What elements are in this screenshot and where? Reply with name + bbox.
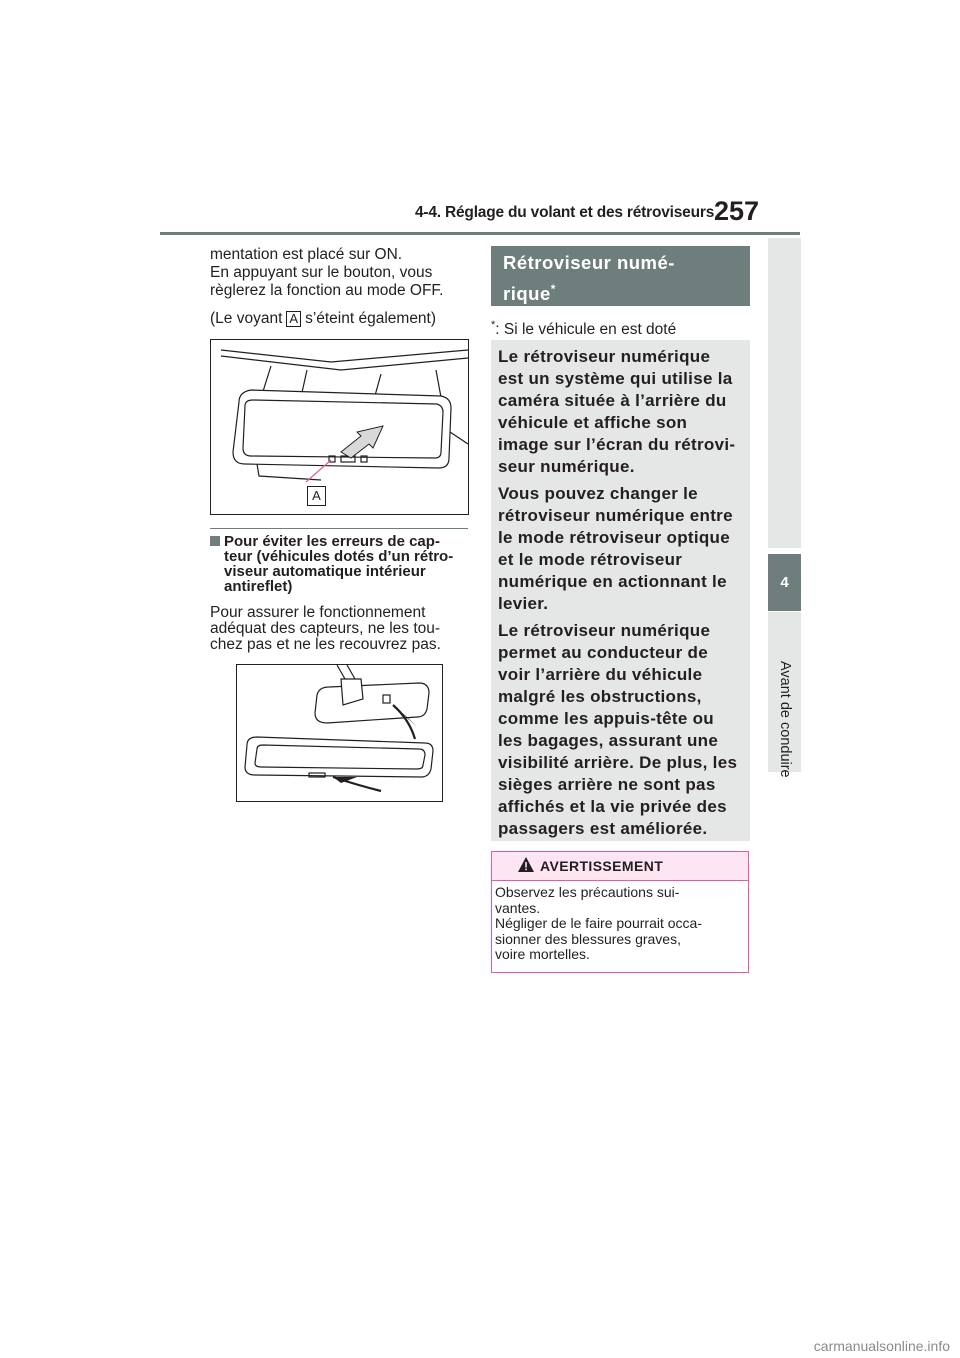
footnote	[491, 316, 751, 339]
text-line: Vous pouvez changer le	[498, 484, 698, 503]
text-line: viseur automatique intérieur	[224, 563, 426, 580]
text-line: voire mortelles.	[495, 946, 590, 962]
text-span: s’éteint également)	[305, 310, 437, 327]
text-span: : Si le véhicule en est doté	[495, 321, 677, 339]
subheading-sensor-errors	[210, 534, 470, 594]
text-line: rétroviseur numérique entre	[498, 506, 733, 525]
text-line: affichés et la vie privée des	[498, 797, 727, 816]
warning-text	[495, 885, 745, 963]
text-line: antireflet)	[224, 578, 293, 595]
text-line: Négliger de le faire pourrait occa-	[495, 915, 702, 931]
text-line: teur (véhicules dotés d’un rétro-	[224, 548, 454, 565]
text-line: comme les appuis-tête ou	[498, 709, 714, 728]
text-line: vantes.	[495, 899, 541, 916]
text-line: caméra située à l’arrière du	[498, 391, 727, 410]
info-paragraph-3	[498, 620, 748, 840]
square-bullet-icon	[210, 536, 220, 546]
text-line: Le rétroviseur numérique	[498, 621, 711, 640]
chapter-header: 4-4. Réglage du volant et des rétroviseurs	[415, 204, 715, 221]
header-rule	[160, 232, 800, 235]
mirror-illustration-1	[211, 340, 468, 514]
side-tab-label: Avant de conduire	[777, 661, 793, 778]
text-line: règlerez la fonction au mode OFF.	[210, 282, 444, 299]
asterisk: *	[550, 282, 556, 296]
info-paragraph-1	[498, 346, 748, 478]
text-line: voir l’arrière du véhicule	[498, 665, 703, 684]
text-span: Pour éviter les erreurs de cap-	[224, 533, 440, 550]
text-line: et le mode rétroviseur	[498, 550, 683, 569]
subheading-rule	[210, 528, 468, 529]
text-line: adéquat des capteurs, ne les tou-	[210, 620, 441, 637]
text-line: image sur l’écran du rétrovi-	[498, 435, 736, 454]
side-tab-bar	[768, 238, 801, 548]
text-span: (Le voyant	[210, 310, 283, 327]
text-line: sionner des blessures graves,	[495, 930, 681, 947]
text-line: Observez les précautions sui-	[495, 884, 680, 900]
text-line: chez pas et ne les recouvrez pas.	[210, 636, 441, 653]
intro-paragraph	[210, 246, 470, 300]
text-line: passagers est améliorée.	[498, 819, 708, 838]
text-line: visibilité arrière. De plus, les	[498, 753, 738, 772]
mirror-illustration-2	[237, 665, 442, 801]
text-line: numérique en actionnant le	[498, 572, 727, 591]
text-line: malgré les obstructions,	[498, 687, 702, 706]
warning-title: AVERTISSEMENT	[540, 858, 664, 874]
footer-watermark: carmanualsonline.info	[813, 1338, 950, 1354]
info-paragraph-2	[498, 483, 748, 615]
warning-triangle-icon	[517, 856, 535, 873]
figure-mirror-sensors	[236, 664, 443, 802]
text-span: rique	[503, 283, 551, 305]
text-line: Pour assurer le fonctionnement	[210, 604, 426, 621]
indicator-paragraph	[210, 310, 480, 328]
text-line: Rétroviseur numé-	[503, 252, 675, 273]
text-line: Le rétroviseur numérique	[498, 347, 711, 366]
text-line: levier.	[498, 594, 549, 613]
text-line: seur numérique.	[498, 457, 635, 476]
text-line: véhicule et affiche son	[498, 413, 688, 432]
side-tab-number: 4	[768, 554, 801, 611]
figure-auto-dimming-mirror	[210, 339, 469, 515]
sensor-paragraph	[210, 605, 470, 653]
figure-label-a: A	[307, 486, 326, 506]
page-number: 257	[714, 196, 760, 226]
text-line: les bagages, assurant une	[498, 731, 719, 750]
text-line: le mode rétroviseur optique	[498, 528, 730, 547]
section-title-digital-mirror	[491, 246, 750, 306]
text-line: permet au conducteur de	[498, 643, 708, 662]
text-line: sièges arrière ne sont pas	[498, 775, 716, 794]
text-line: En appuyant sur le bouton, vous	[210, 264, 433, 281]
warning-rule	[492, 880, 748, 881]
label-a-box: A	[286, 311, 301, 327]
asterisk: *	[491, 319, 496, 331]
text-line: est un système qui utilise la	[498, 369, 733, 388]
text-line: mentation est placé sur ON.	[210, 246, 403, 263]
